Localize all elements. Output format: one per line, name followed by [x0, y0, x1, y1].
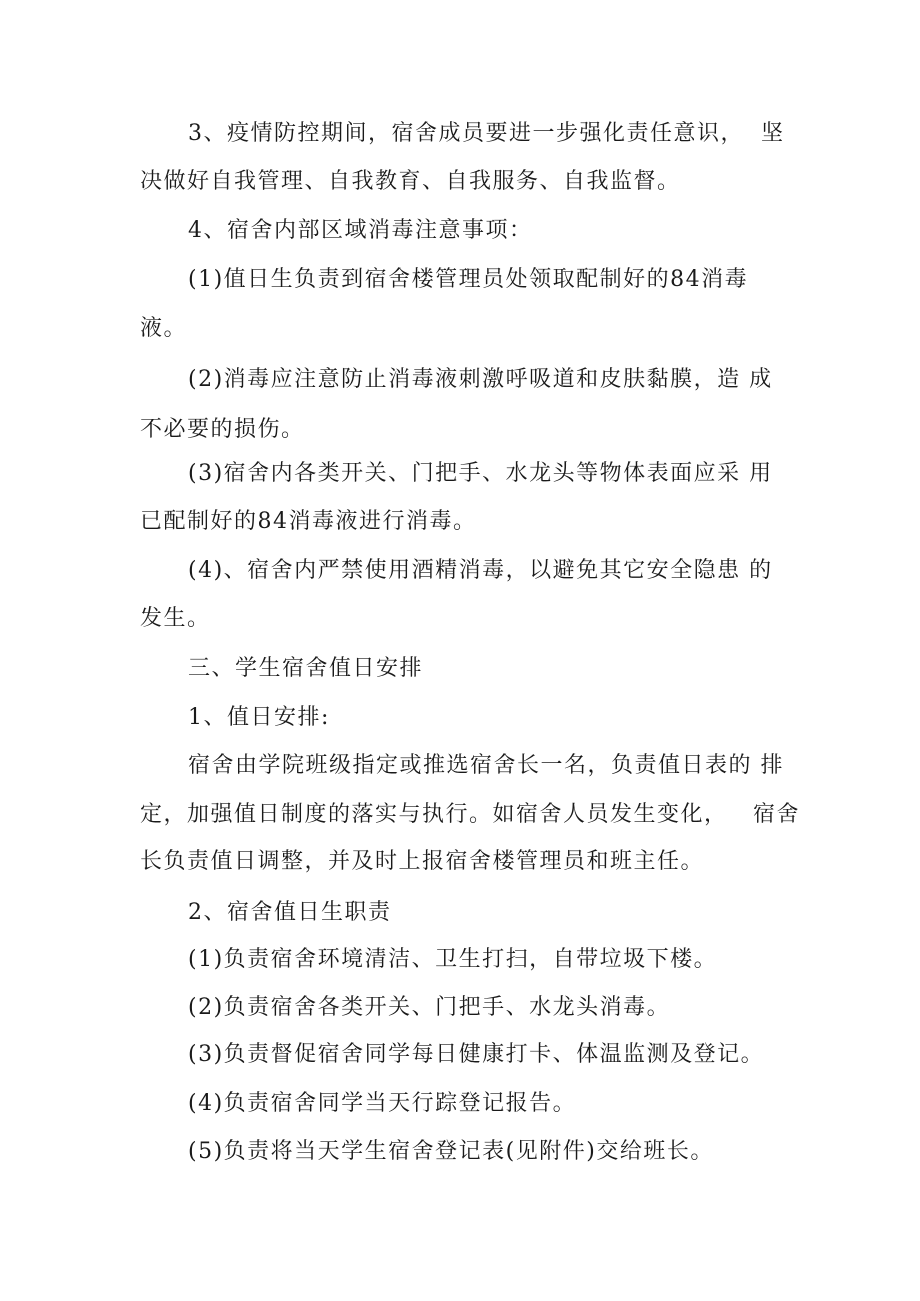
duty-item-5: (5)负责将当天学生宿舍登记表(见附件)交给班长。 — [188, 1139, 714, 1164]
paragraph-item-3-line-2: 决做好自我管理、自我教育、自我服务、自我监督。 — [140, 169, 681, 194]
subsection-heading-1: 1、值日安排: — [188, 705, 330, 730]
duty-item-1: (1)负责宿舍环境清洁、卫生打扫，自带垃圾下楼。 — [188, 947, 718, 972]
duty-item-3: (3)负责督促宿舍同学每日健康打卡、体温监测及登记。 — [188, 1042, 765, 1067]
duty-paragraph-line-3: 长负责值日调整，并及时上报宿舍楼管理员和班主任。 — [140, 849, 705, 874]
paragraph-item-4-heading: 4、宿舍内部区域消毒注意事项： — [188, 218, 533, 243]
duty-item-4: (4)负责宿舍同学当天行踪登记报告。 — [188, 1091, 577, 1116]
list-item-4-line-2: 发生。 — [140, 606, 211, 631]
duty-paragraph-line-2: 定，加强值日制度的落实与执行。如宿舍人员发生变化， 宿舍 — [140, 802, 800, 827]
list-item-2-line-2: 不必要的损伤。 — [140, 417, 305, 442]
list-item-3-line-2: 已配制好的84消毒液进行消毒。 — [140, 509, 477, 534]
duty-paragraph-line-1: 宿舍由学院班级指定或推选宿舍长一名，负责值日表的 排 — [188, 753, 784, 778]
list-item-2-line-1: (2)消毒应注意防止消毒液刺激呼吸道和皮肤黏膜，造 成 — [188, 367, 773, 392]
list-item-1-line-1: (1)值日生负责到宿舍楼管理员处领取配制好的84消毒 — [188, 267, 749, 292]
section-heading-3: 三、学生宿舍值日安排 — [188, 656, 424, 681]
paragraph-item-3-line-1: 3、疫情防控期间，宿舍成员要进一步强化责任意识， 坚 — [188, 121, 785, 146]
list-item-1-line-2: 液。 — [140, 316, 188, 341]
list-item-3-line-1: (3)宿舍内各类开关、门把手、水龙头等物体表面应采 用 — [188, 461, 773, 486]
list-item-4-line-1: (4)、宿舍内严禁使用酒精消毒，以避免其它安全隐患 的 — [188, 558, 773, 583]
duty-item-2: (2)负责宿舍各类开关、门把手、水龙头消毒。 — [188, 995, 671, 1020]
subsection-heading-2: 2、宿舍值日生职责 — [188, 900, 392, 925]
